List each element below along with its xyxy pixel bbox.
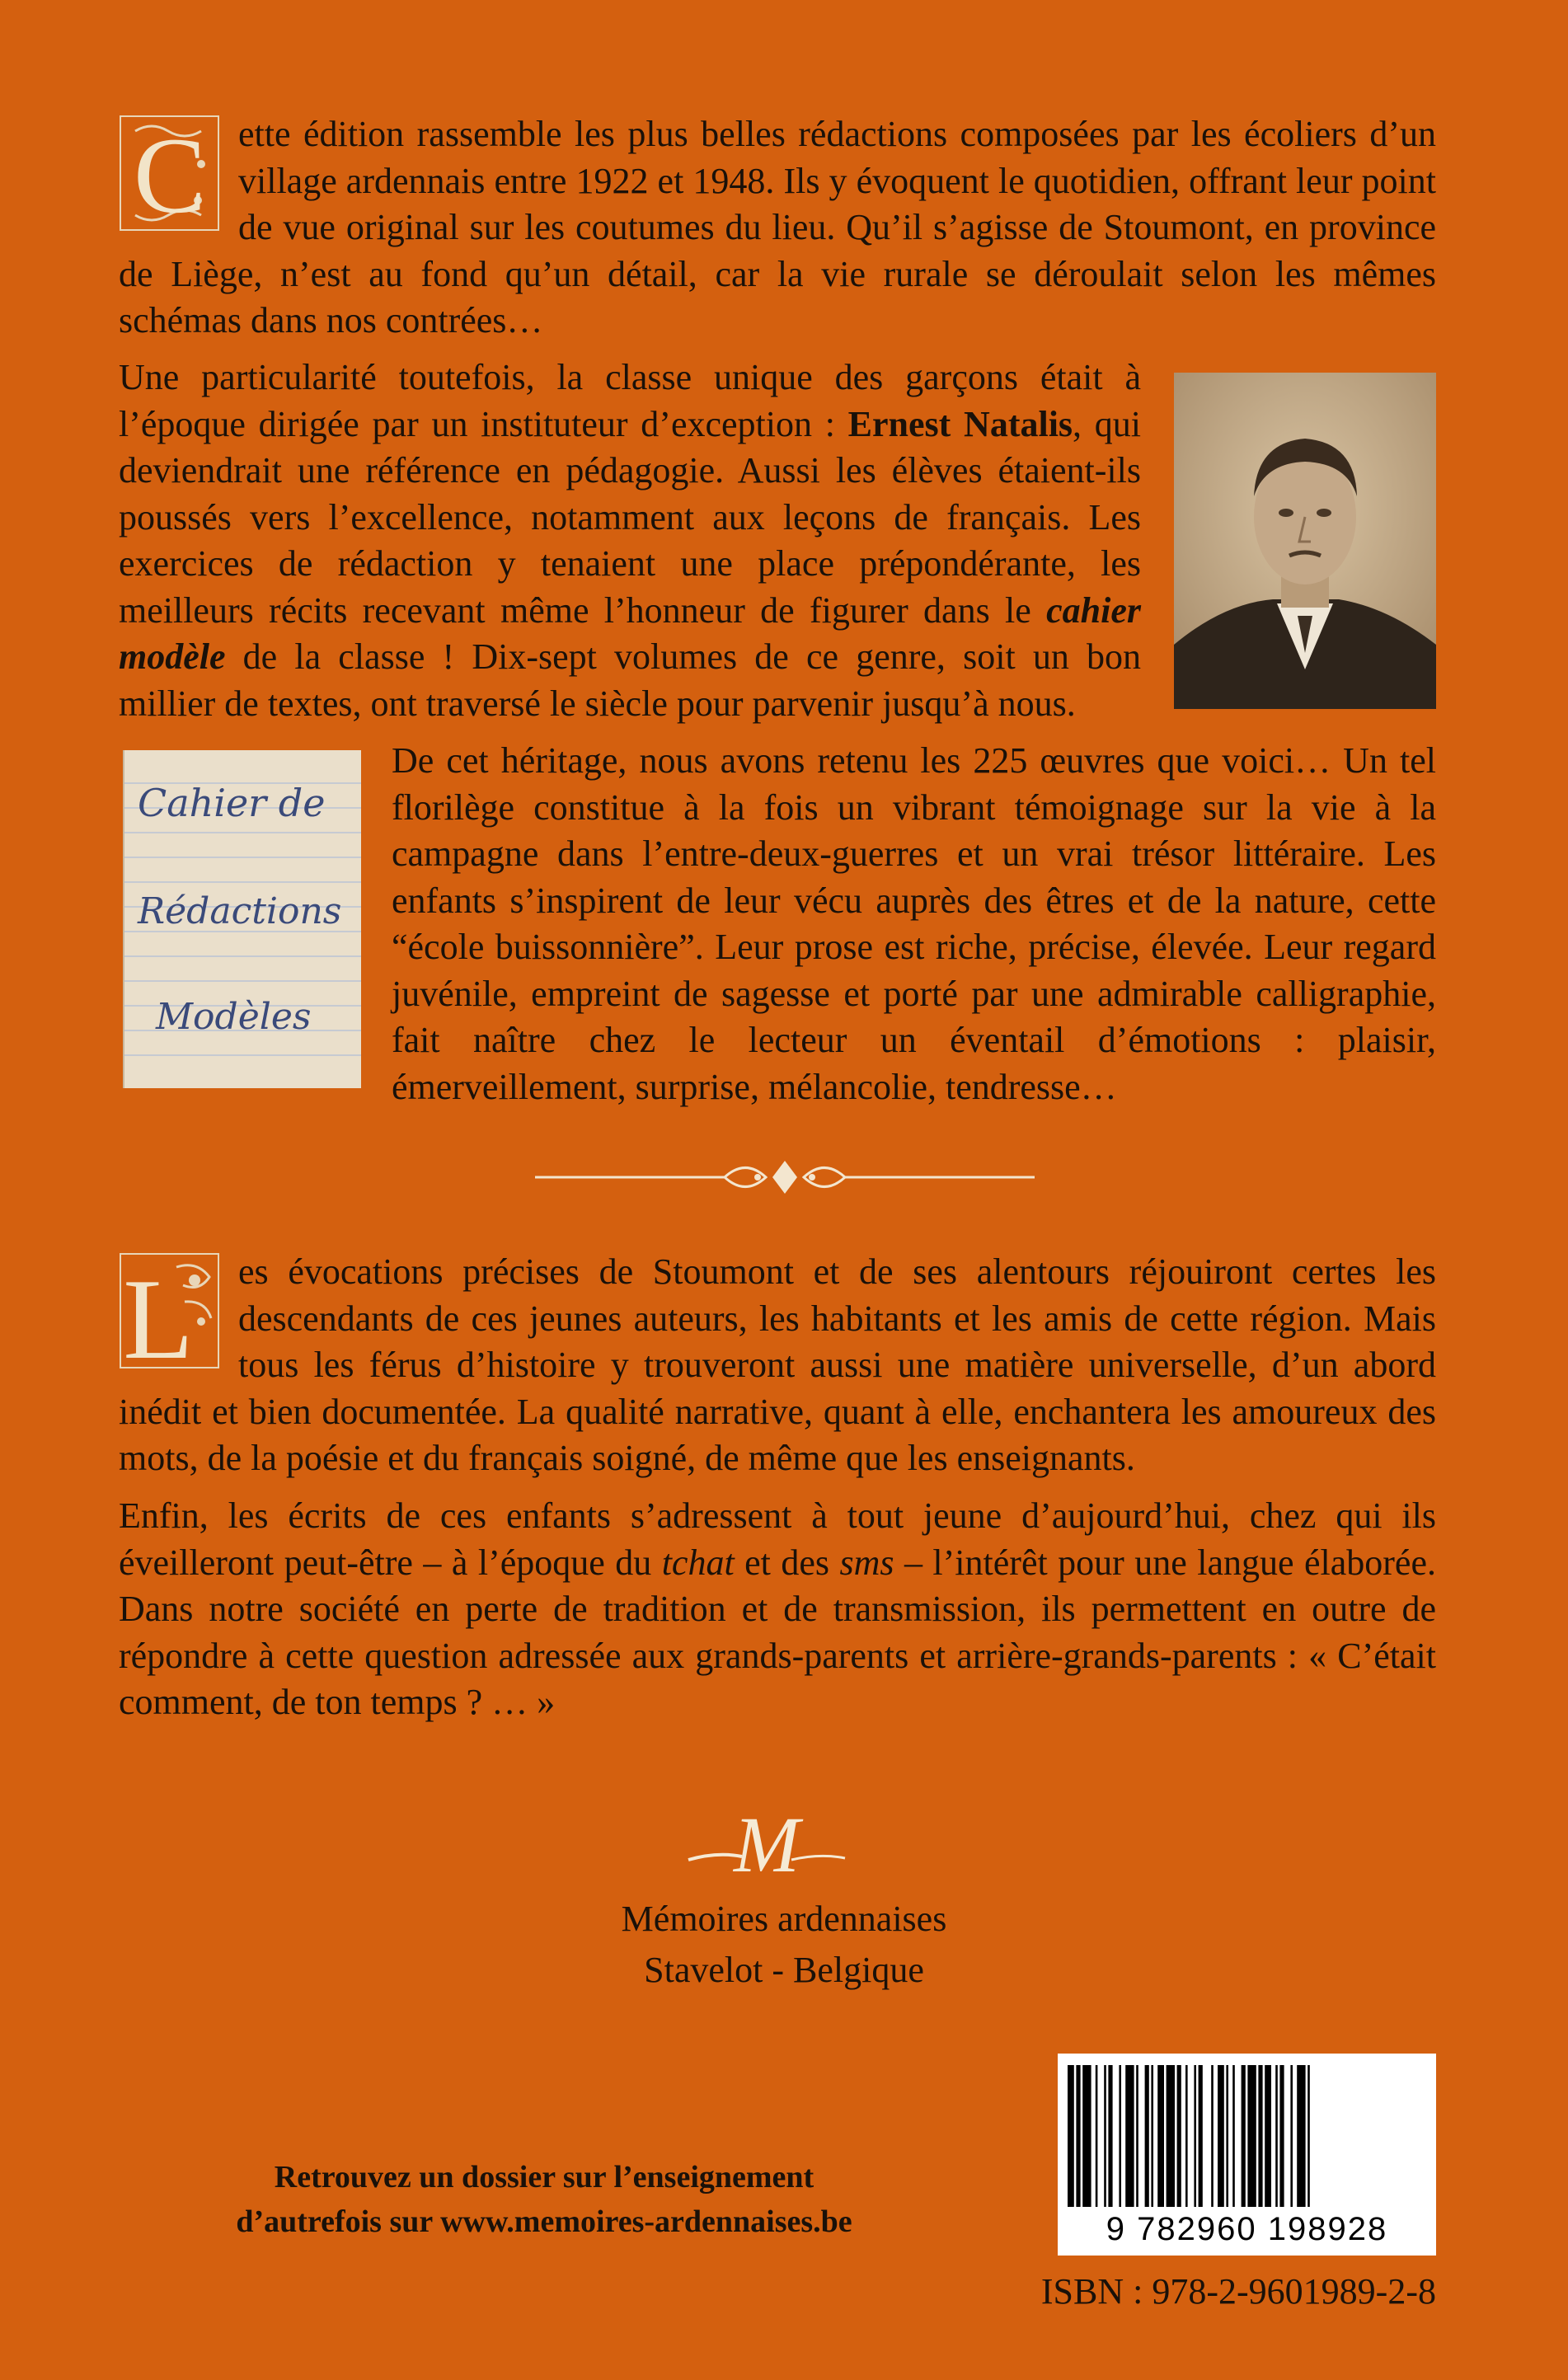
barcode-bar — [1125, 2065, 1134, 2207]
publisher-name: Mémoires ardennaises — [621, 1899, 947, 1939]
evocations-text: es évocations précises de Stoumont et de ses alentours réjouiront certes les descendants de ces jeunes auteurs, les habitants et les amis de cette région. Mais tous les férus d’histoire y trouveront aussi une matière universelle, d’un abord inédit et bien documentée. La qualité narrative, quant à elle, enchantera les amoureux des mots, de la poésie et du français soigné, de même que les enseignants. — [119, 1251, 1436, 1478]
barcode-digits: 9 782960 198928 — [1106, 2211, 1388, 2247]
teacher-text-middle: , qui deviendrait une référence en pédagogie. Aussi les élèves étaient-ils poussés vers l’excellence, notamment aux leçons de français. Les exercices de rédaction y tenaient une place prépondérante, les meilleurs récits recevant même l’honneur de figurer dans le — [119, 403, 1141, 631]
barcode-bar — [1226, 2065, 1228, 2207]
barcode-bar — [1076, 2065, 1080, 2207]
barcode-bar — [1145, 2065, 1149, 2207]
intro-paragraph — [119, 111, 1436, 345]
term-tchat: tchat — [661, 1542, 735, 1583]
heritage-paragraph — [392, 738, 1436, 1110]
barcode-bar — [1185, 2065, 1188, 2207]
barcode-bar — [1136, 2065, 1138, 2207]
drop-cap-letter: L — [123, 1256, 194, 1369]
footer-line-1: Retrouvez un dossier sur l’enseignement — [274, 2160, 815, 2195]
cahier-cover-image — [123, 750, 361, 1088]
drop-cap-letter: C — [133, 115, 207, 232]
publisher-logo-letter: M — [734, 1802, 800, 1885]
barcode-bar — [1096, 2065, 1098, 2207]
drop-cap-c-ornament — [119, 115, 220, 232]
barcode-bar — [1211, 2065, 1214, 2207]
barcode-bar — [1108, 2065, 1112, 2207]
barcode-bar — [1307, 2065, 1310, 2207]
publisher-logo — [684, 1802, 849, 1885]
barcode — [1058, 2054, 1436, 2256]
barcode-bar — [1258, 2065, 1262, 2207]
term-sms: sms — [839, 1542, 894, 1583]
barcode-bar — [1104, 2065, 1106, 2207]
isbn-number: ISBN : 978-2-9601989-2-8 — [1040, 2271, 1436, 2312]
barcode-bar — [1247, 2065, 1256, 2207]
barcode-bar — [1167, 2065, 1175, 2207]
footer-line-2: d’autrefois sur www.memoires-ardennaises.be — [236, 2204, 852, 2239]
intro-text: ette édition rassemble les plus belles rédactions composées par les écoliers d’un village ardennais entre 1922 et 1948. Ils y évoquent le quotidien, offrant leur point de vue original sur les coutumes du lieu. Qu’il s’agisse de Stoumont, en province de Liège, n’est au fond qu’un détail, car la vie rurale se déroulait selon les mêmes schémas dans nos contrées… — [119, 114, 1436, 340]
evocations-paragraph — [119, 1249, 1436, 1482]
notebook-line-2: Rédactions — [138, 890, 342, 932]
closing-text-mid: et des — [734, 1542, 840, 1583]
barcode-bar — [1177, 2065, 1181, 2207]
barcode-bar — [1242, 2065, 1246, 2207]
barcode-bar — [1119, 2065, 1121, 2207]
barcode-bar — [1218, 2065, 1224, 2207]
notebook-line-1: Cahier de — [138, 781, 326, 825]
ornamental-divider — [535, 1148, 1035, 1206]
cahier-modele-emphasis: cahier modèle — [119, 589, 1141, 677]
barcode-bar — [1290, 2065, 1293, 2207]
teacher-paragraph — [119, 354, 1141, 727]
notebook-line-3: Modèles — [156, 996, 312, 1038]
teacher-portrait-photo — [1174, 373, 1436, 709]
drop-cap-l-ornament — [119, 1252, 220, 1369]
teacher-text-after: de la classe ! Dix-sept volumes de ce genre, soit un bon millier de textes, ont traversé le siècle pour parvenir jusqu’à nous. — [119, 636, 1141, 724]
publisher-location: Stavelot - Belgique — [644, 1950, 924, 1990]
barcode-bar — [1068, 2065, 1074, 2207]
barcode-bar — [1279, 2065, 1284, 2207]
closing-text-before: Enfin, les écrits de ces enfants s’adressent à tout jeune d’aujourd’hui, chez qui ils éveilleront peut-être – à l’époque du — [119, 1495, 1436, 1583]
barcode-bar — [1275, 2065, 1278, 2207]
heritage-text: De cet héritage, nous avons retenu les 225 œuvres que voici… Un tel florilège constitue à la fois un vibrant témoignage sur la vie à la campagne dans l’entre-deux-guerres et un vrai trésor littéraire. Les enfants s’inspirent de leur vécu auprès des êtres et de la nature, cette “école buissonnière”. Leur prose est riche, précise, élevée. Leur regard juvénile, empreint de sagesse et porté par une admirable calligraphie, fait naître chez le lecteur un éventail d’émotions : plaisir, émerveillement, surprise, mélancolie, tendresse… — [392, 740, 1436, 1107]
barcode-bar — [1157, 2065, 1164, 2207]
barcode-bar — [1199, 2065, 1203, 2207]
teacher-text-before: Une particularité toutefois, la classe unique des garçons était à l’époque dirigée par un instituteur d’exception : — [119, 357, 1141, 444]
barcode-bar — [1194, 2065, 1196, 2207]
closing-text-after: – l’intérêt pour une langue élaborée. Dans notre société en perte de tradition et de transmission, ils permettent en outre de répondre à cette question adressée aux grands-parents et arrière-grands-parents : « C’était comment, de ton temps ? … » — [119, 1542, 1436, 1722]
closing-paragraph — [119, 1493, 1436, 1726]
barcode-bar — [1297, 2065, 1305, 2207]
barcode-bar — [1082, 2065, 1091, 2207]
barcode-bar — [1232, 2065, 1235, 2207]
barcode-bar — [1265, 2065, 1271, 2207]
teacher-name: Ernest Natalis — [847, 403, 1073, 444]
barcode-bar — [1151, 2065, 1153, 2207]
